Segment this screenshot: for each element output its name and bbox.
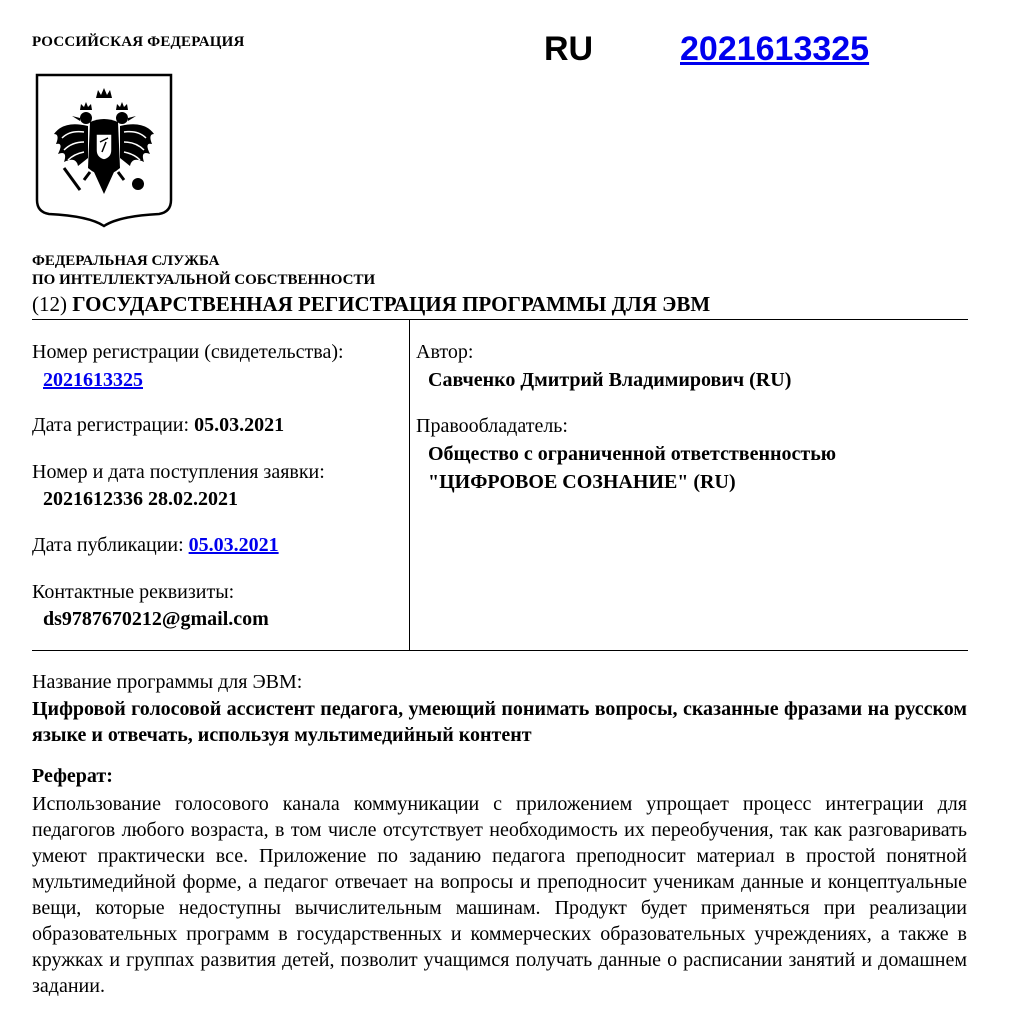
agency-name [32,252,375,290]
document-number-link[interactable]: 2021613325 [680,30,870,68]
program-name-label: Название программы для ЭВМ: [32,671,303,693]
kind-code: (12) [32,292,67,316]
top-divider [32,319,968,320]
publication-date-link[interactable]: 05.03.2021 [188,534,279,556]
bottom-divider [32,650,968,651]
document-title-text: ГОСУДАРСТВЕННАЯ РЕГИСТРАЦИЯ ПРОГРАММЫ ДЛЯ ЭВМ [72,292,711,316]
holder-label: Правообладатель: [416,415,568,437]
agency-line-1: ФЕДЕРАЛЬНАЯ СЛУЖБА [32,253,220,269]
application-label: Номер и дата поступления заявки: [32,461,325,483]
holder-line-1: Общество с ограниченной ответственностью [428,443,837,465]
reg-date-label: Дата регистрации: [32,414,190,436]
document-title [32,292,710,317]
coat-of-arms-icon [34,72,174,228]
application-value: 2021612336 28.02.2021 [43,488,238,510]
publication-row [32,532,279,559]
column-divider [409,320,410,650]
agency-line-2: ПО ИНТЕЛЛЕКТУАЛЬНОЙ СОБСТВЕННОСТИ [32,272,376,288]
author-value: Савченко Дмитрий Владимирович (RU) [428,369,792,391]
contacts-value: ds9787670212@gmail.com [43,608,269,630]
reg-date-value: 05.03.2021 [194,414,285,436]
holder-line-2: "ЦИФРОВОЕ СОЗНАНИЕ" (RU) [428,471,736,493]
author-label: Автор: [416,341,474,363]
reg-number-link[interactable]: 2021613325 [43,369,143,391]
country-code: RU [544,30,594,68]
country-name: РОССИЙСКАЯ ФЕДЕРАЦИЯ [32,34,245,50]
publication-label: Дата публикации: [32,534,184,556]
contacts-label: Контактные реквизиты: [32,581,235,603]
abstract-text: Использование голосового канала коммуникации с приложением упрощает процесс интеграции для педагогов любого возраста, в том числе отсутствует необходимость их переобучения, так как разговаривать умеют практически все. Приложение по заданию педагога преподносит материал в простой понятной мультимедийной форме, а педагог отвечает на вопросы и преподносит ученикам данные и концептуальные вещи, которые недоступны вычислительным машинам. Продукт будет применяться при реализации образовательных программ в государственных и коммерческих образовательных учреждениях, а также в кружках и группах развития детей, позволит учащимся получать данные о расписании занятий и домашнем задании. [32,793,967,997]
reg-number-label: Номер регистрации (свидетельства): [32,341,344,363]
program-name-value: Цифровой голосовой ассистент педагога, умеющий понимать вопросы, сказанные фразами на русском языке и отвечать, используя мультимедийный контент [32,698,967,746]
reg-date-row [32,412,284,439]
abstract-label: Реферат: [32,765,113,787]
